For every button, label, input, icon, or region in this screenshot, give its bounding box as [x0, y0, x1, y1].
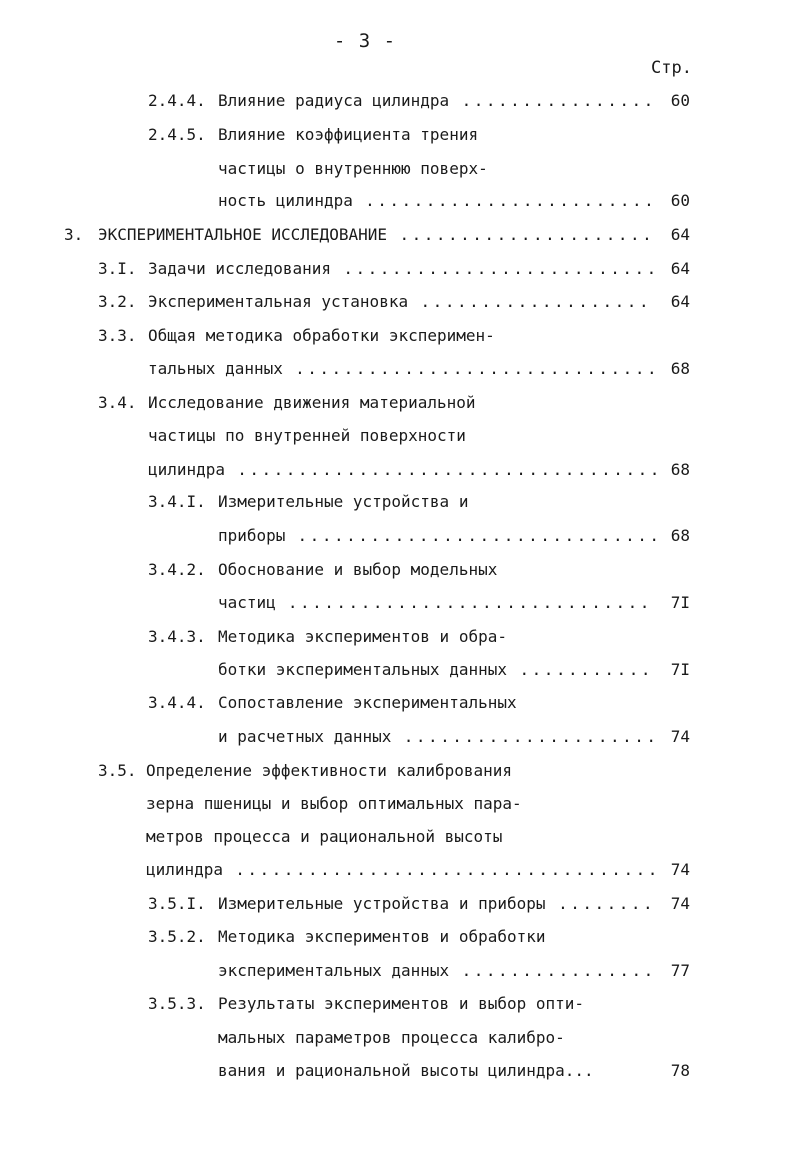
leader-dots: ..............................: [295, 359, 660, 378]
toc-entry-title: Экспериментальная установка: [148, 292, 409, 311]
toc-entry-number: 3.: [64, 225, 84, 244]
toc-entry-page: 64: [670, 292, 690, 311]
toc-entry-title: Обоснование и выбор модельных: [218, 560, 498, 579]
toc-entry-page: 74: [670, 860, 690, 879]
toc-entry-page: 60: [670, 91, 690, 110]
leader-dots: .....................: [403, 727, 659, 746]
toc-entry-title: Методика экспериментов и обра-: [218, 627, 507, 646]
toc-entry-title: Результаты экспериментов и выбор опти-: [218, 994, 585, 1013]
toc-entry-title: ность цилиндра: [218, 191, 353, 210]
toc-entry-number: 3.4.4.: [148, 693, 206, 712]
toc-entry-number: 3.5.: [98, 761, 137, 780]
toc-entry-page: 64: [670, 259, 690, 278]
toc-entry-title: частицы по внутренней поверхности: [148, 426, 466, 445]
page-column-header: Стр.: [651, 58, 692, 78]
leader-dots: ........: [558, 894, 656, 913]
leader-dots: ................: [461, 91, 656, 110]
toc-entry-number: 3.5.2.: [148, 927, 206, 946]
toc-entry-number: 3.4.3.: [148, 627, 206, 646]
toc-entry-number: 2.4.5.: [148, 125, 206, 144]
leader-dots: ........................: [365, 191, 657, 210]
toc-entry-title: частицы о внутреннюю поверх-: [218, 159, 488, 178]
toc-entry-title: Измерительные устройства и: [218, 492, 469, 511]
toc-entry-page: 7I: [670, 660, 690, 679]
toc-entry-title: метров процесса и рациональной высоты: [146, 827, 503, 846]
leader-dots: ..............................: [297, 526, 662, 545]
toc-entry-title: Влияние коэффициента трения: [218, 125, 479, 144]
toc-entry-page: 7I: [670, 593, 690, 612]
leader-dots: ..........................: [343, 259, 659, 278]
toc-entry-number: 3.4.: [98, 393, 137, 412]
toc-entry-title: Определение эффективности калибрования: [146, 761, 513, 780]
toc-entry-page: 78: [670, 1061, 690, 1080]
leader-dots: .....................: [399, 225, 655, 244]
toc-entry-title: Измерительные устройства и приборы: [218, 894, 546, 913]
leader-dots: ...........: [519, 660, 653, 679]
toc-entry-number: 3.5.I.: [148, 894, 206, 913]
toc-entry-title: тальных данных: [148, 359, 283, 378]
leader-dots: ...................................: [235, 860, 660, 879]
toc-entry-number: 3.2.: [98, 292, 137, 311]
toc-entry-title: Сопоставление экспериментальных: [218, 693, 517, 712]
toc-entry-title: экспериментальных данных: [218, 961, 450, 980]
toc-entry-page: 77: [670, 961, 690, 980]
toc-entry-page: 68: [670, 460, 690, 479]
leader-dots: ...................................: [237, 460, 662, 479]
toc-entry-number: 3.I.: [98, 259, 137, 278]
toc-entry-number: 3.4.2.: [148, 560, 206, 579]
toc-entry-page: 74: [670, 727, 690, 746]
toc-entry-title: частиц: [218, 593, 276, 612]
page-number: - 3 -: [333, 30, 397, 52]
toc-entry-page: 60: [670, 191, 690, 210]
toc-entry-page: 68: [670, 359, 690, 378]
toc-entry-title: зерна пшеницы и выбор оптимальных пара-: [146, 794, 522, 813]
toc-entry-title: Задачи исследования: [148, 259, 332, 278]
toc-entry-title: приборы: [218, 526, 286, 545]
leader-dots: ...................: [420, 292, 652, 311]
toc-entry-title: цилиндра: [148, 460, 226, 479]
toc-entry-title: Влияние радиуса цилиндра: [218, 91, 450, 110]
toc-entry-page: 68: [670, 526, 690, 545]
toc-entry-title: мальных параметров процесса калибро-: [218, 1028, 565, 1047]
toc-entry-title: ботки экспериментальных данных: [218, 660, 507, 679]
toc-entry-number: 3.3.: [98, 326, 137, 345]
toc-entry-title: ЭКСПЕРИМЕНТАЛЬНОЕ ИССЛЕДОВАНИЕ: [98, 225, 387, 244]
toc-entry-number: 3.5.3.: [148, 994, 206, 1013]
toc-entry-title: Общая методика обработки эксперимен-: [148, 326, 495, 345]
toc-entry-title: цилиндра: [146, 860, 224, 879]
toc-entry-page: 64: [670, 225, 690, 244]
toc-entry-title: вания и рациональной высоты цилиндра...: [218, 1061, 594, 1080]
toc-entry-title: Исследование движения материальной: [148, 393, 476, 412]
toc-entry-title: и расчетных данных: [218, 727, 392, 746]
leader-dots: ................: [461, 961, 656, 980]
toc-entry-title: Методика экспериментов и обработки: [218, 927, 546, 946]
leader-dots: ..............................: [287, 593, 652, 612]
toc-entry-number: 3.4.I.: [148, 492, 206, 511]
toc-entry-number: 2.4.4.: [148, 91, 206, 110]
toc-entry-page: 74: [670, 894, 690, 913]
